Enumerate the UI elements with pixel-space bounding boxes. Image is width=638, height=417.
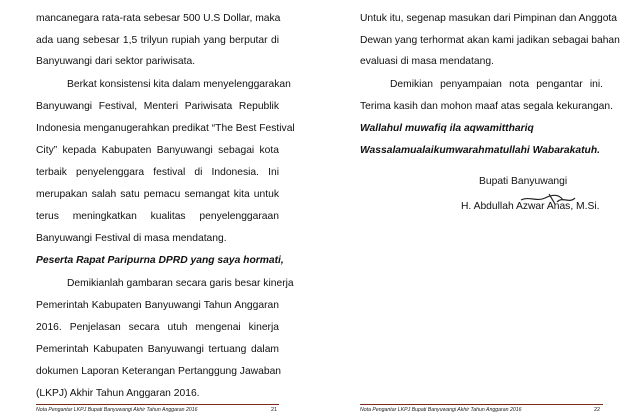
text-line: ada uang sebesar 1,5 trilyun rupiah yang berputar di bbox=[36, 35, 279, 46]
footer-text: Nota Pengantar LKPJ Bupati Banyuwangi Akhir Tahun Anggaran 2016 bbox=[360, 407, 522, 413]
right-page bbox=[319, 0, 638, 417]
closing-salutation: Wallahul muwafiq ila aqwamitthariq bbox=[360, 123, 534, 134]
text-line: Pemerintah Kabupaten Banyuwangi Tahun Anggaran bbox=[36, 300, 279, 311]
text-line: Banyuwangi Festival di masa mendatang. bbox=[36, 233, 227, 244]
text-line: mancanegara rata-rata sebesar 500 U.S Dollar, maka bbox=[36, 13, 281, 24]
signature-name: H. Abdullah Azwar Anas, M.Si. bbox=[461, 201, 600, 212]
page-number: 21 bbox=[271, 407, 278, 413]
text-line: evaluasi di masa mendatang. bbox=[360, 56, 494, 67]
text-line: merupakan salah satu pemacu semangat kita untuk bbox=[36, 189, 279, 200]
footer-rule bbox=[360, 404, 603, 405]
text-line: Indonesia menganugerahkan predikat “The Best Festival bbox=[36, 123, 295, 134]
text-line: Pemerintah Kabupaten Banyuwangi tertuang dalam bbox=[36, 344, 279, 355]
closing-salutation: Wassalamualaikumwarahmatullahi Wabarakatuh. bbox=[360, 145, 600, 156]
text-line: Demikian penyampaian nota pengantar ini. bbox=[390, 79, 603, 90]
section-heading: Peserta Rapat Paripurna DPRD yang saya hormati, bbox=[36, 255, 284, 266]
text-line: Untuk itu, segenap masukan dari Pimpinan dan Anggota bbox=[360, 13, 618, 24]
signature-title: Bupati Banyuwangi bbox=[479, 176, 568, 187]
text-line: terus meningkatkan kualitas penyelenggaraan bbox=[36, 211, 279, 222]
footer-rule bbox=[36, 404, 279, 405]
text-line: Demikianlah gambaran secara garis besar kinerja bbox=[67, 278, 294, 289]
text-line: Dewan yang terhormat akan kami jadikan sebagai bahan bbox=[360, 35, 620, 46]
text-line: City” kepada Kabupaten Banyuwangi sebagai kota bbox=[36, 145, 279, 156]
text-line: (LKPJ) Akhir Tahun Anggaran 2016. bbox=[36, 388, 200, 399]
text-line: 2016. Penjelasan secara utuh mengenai kinerja bbox=[36, 322, 279, 333]
footer-text: Nota Pengantar LKPJ Bupati Banyuwangi Akhir Tahun Anggaran 2016 bbox=[36, 407, 198, 413]
page-number: 22 bbox=[594, 407, 601, 413]
text-line: dokumen Laporan Keterangan Pertanggung Jawaban bbox=[36, 366, 282, 377]
text-line: Berkat konsistensi kita dalam menyelenggarakan bbox=[67, 79, 291, 90]
text-line: terbaik penyelenggara festival di Indonesia. Ini bbox=[36, 167, 279, 178]
text-line: Banyuwangi Festival, Menteri Pariwisata Republik bbox=[36, 101, 279, 112]
text-line: Banyuwangi dari sektor pariwisata. bbox=[36, 56, 196, 67]
text-line: Terima kasih dan mohon maaf atas segala kekurangan. bbox=[360, 101, 613, 112]
